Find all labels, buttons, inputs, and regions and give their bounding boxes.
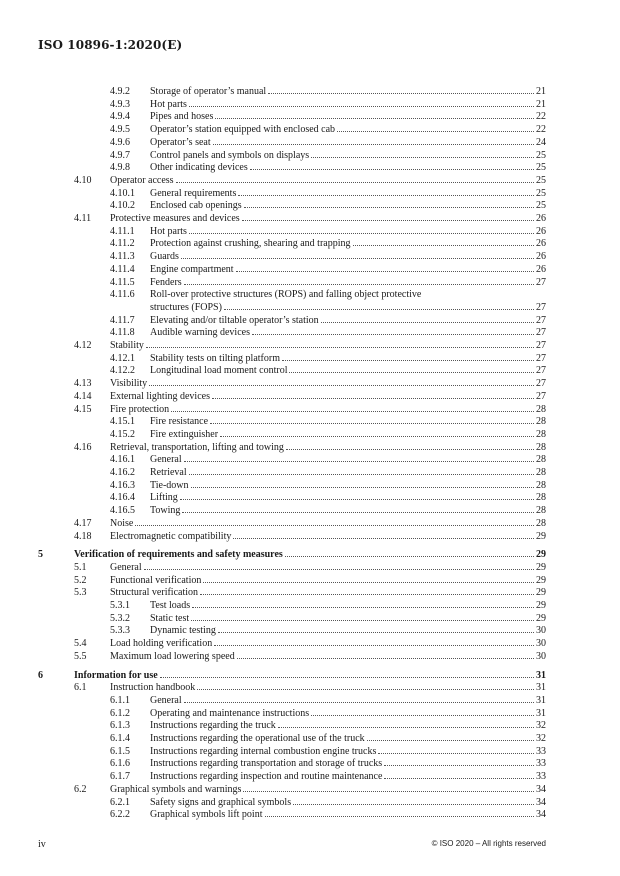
- toc-entry-title: Dynamic testing: [150, 625, 216, 637]
- toc-entry-number: 4.10.2: [110, 200, 135, 212]
- toc-entry[interactable]: [0, 771, 620, 784]
- toc-entry-page: 26: [536, 251, 546, 263]
- toc-entry-page: 30: [536, 625, 546, 637]
- page-number: iv: [38, 839, 46, 850]
- toc-entry[interactable]: [0, 682, 620, 695]
- toc-entry-page: 27: [536, 365, 546, 377]
- toc-entry[interactable]: [0, 454, 620, 467]
- leader-dots: [189, 474, 534, 475]
- toc-entry[interactable]: [0, 315, 620, 328]
- toc-entry-page: 27: [536, 340, 546, 351]
- toc-entry[interactable]: [0, 264, 620, 277]
- leader-dots: [367, 740, 534, 741]
- toc-entry[interactable]: [0, 213, 620, 226]
- toc-entry-page: 22: [536, 111, 546, 123]
- leader-dots: [146, 347, 534, 348]
- toc-entry-page: 27: [536, 276, 546, 288]
- toc-entry-page: 25: [536, 200, 546, 212]
- toc-entry-page: 24: [536, 136, 546, 148]
- toc-entry-page: 27: [536, 378, 546, 390]
- toc-entry-number: 6.2.2: [110, 809, 130, 821]
- toc-entry[interactable]: [0, 416, 620, 429]
- toc-entry-title: Pipes and hoses: [150, 111, 214, 123]
- toc-entry[interactable]: [0, 188, 620, 201]
- toc-entry-page: 29: [536, 530, 546, 542]
- leader-dots: [171, 411, 534, 412]
- toc-entry-page: 32: [536, 733, 546, 744]
- toc-entry-page: 27: [536, 314, 546, 326]
- toc-entry[interactable]: [0, 797, 620, 810]
- toc-entry-page: 31: [536, 682, 546, 694]
- toc-entry-title: External lighting devices: [110, 390, 210, 402]
- leader-dots: [285, 556, 534, 557]
- toc-entry[interactable]: [0, 238, 620, 251]
- leader-dots: [214, 645, 534, 646]
- toc-entry-title: Elevating and/or tiltable operator’s station: [150, 314, 319, 326]
- toc-entry-number: 6.1.6: [110, 758, 130, 770]
- toc-entry-title: Instructions regarding transportation and storage of trucks: [150, 758, 383, 770]
- leader-dots: [237, 658, 534, 659]
- leader-dots: [197, 689, 534, 690]
- toc-entry-number: 6.1.1: [110, 694, 130, 706]
- toc-entry-page: 26: [536, 263, 546, 275]
- toc-entry[interactable]: [0, 575, 620, 588]
- leader-dots: [176, 182, 534, 183]
- leader-dots: [184, 461, 534, 462]
- toc-entry-page: 28: [536, 454, 546, 466]
- toc-entry-title: Towing: [150, 505, 181, 517]
- toc-entry-number: 5.2: [74, 574, 87, 586]
- toc-entry-title: Structural verification: [110, 587, 199, 599]
- toc-entry-number: 4.14: [74, 390, 92, 402]
- toc-entry-title: Operating and maintenance instructions: [150, 707, 310, 719]
- toc-entry-page: 25: [536, 162, 546, 174]
- toc-entry-page: 28: [536, 492, 546, 504]
- toc-entry-page: 25: [536, 174, 546, 186]
- leader-dots: [224, 309, 534, 310]
- toc-entry-page: 30: [536, 650, 546, 662]
- toc-entry-title: General: [110, 561, 142, 573]
- leader-dots: [135, 525, 534, 526]
- leader-dots: [149, 385, 534, 386]
- toc-entry-page: 33: [536, 758, 546, 770]
- toc-entry[interactable]: [0, 251, 620, 264]
- toc-entry-title: Guards: [150, 251, 179, 263]
- toc-entry[interactable]: [0, 531, 620, 544]
- toc-entry-title: Instructions regarding internal combustion engine trucks: [150, 745, 377, 757]
- toc-entry-number: 4.15: [74, 403, 92, 415]
- toc-entry-page: 33: [536, 771, 546, 783]
- leader-dots: [182, 512, 534, 513]
- toc-entry-number: 4.16: [74, 441, 92, 453]
- toc-entry-title: Instructions regarding the truck: [150, 720, 276, 732]
- toc-entry-page: 31: [536, 694, 546, 706]
- toc-entry[interactable]: [0, 549, 620, 562]
- toc-entry[interactable]: [0, 746, 620, 759]
- toc-entry-title: Enclosed cab openings: [150, 200, 242, 212]
- toc-entry[interactable]: [0, 124, 620, 137]
- toc-entry-number: 5.3.3: [110, 625, 130, 637]
- toc-entry[interactable]: [0, 391, 620, 404]
- leader-dots: [236, 271, 534, 272]
- toc-entry-page: 34: [536, 809, 546, 821]
- toc-entry-title: Graphical symbols lift point: [150, 809, 263, 821]
- toc-entry-title: Storage of operator’s manual: [150, 86, 267, 97]
- toc-entry-page: 28: [536, 467, 546, 478]
- leader-dots: [212, 398, 534, 399]
- toc-entry[interactable]: [0, 327, 620, 340]
- toc-entry[interactable]: [0, 226, 620, 239]
- toc-entry-title: General: [150, 454, 182, 466]
- leader-dots: [244, 207, 534, 208]
- toc-entry-number: 5.3.2: [110, 612, 130, 624]
- toc-entry-number: 4.11.8: [110, 327, 135, 339]
- leader-dots: [278, 727, 534, 728]
- toc-entry-page: 28: [536, 416, 546, 428]
- toc-entry-title: Longitudinal load moment control: [150, 365, 288, 377]
- toc-entry-title: Operator’s station equipped with enclosed cab: [150, 124, 336, 136]
- toc-entry-title: Load holding verification: [110, 638, 213, 650]
- toc-entry-number: 5.5: [74, 650, 87, 662]
- toc-entry-page: 29: [536, 549, 546, 561]
- toc-entry-number: 4.16.5: [110, 505, 135, 517]
- toc-entry[interactable]: [0, 353, 620, 366]
- toc-entry-number: 4.11.3: [110, 251, 135, 263]
- toc-entry[interactable]: [0, 340, 620, 353]
- toc-entry-page: 34: [536, 796, 546, 808]
- leader-dots: [311, 715, 534, 716]
- toc-entry-page: 29: [536, 574, 546, 586]
- toc-entry-number: 4.11: [74, 213, 92, 224]
- leader-dots: [181, 258, 534, 259]
- leader-dots: [337, 131, 534, 132]
- toc-entry-title: Visibility: [110, 378, 148, 390]
- toc-entry-page: 29: [536, 600, 546, 611]
- toc-entry[interactable]: [0, 429, 620, 442]
- toc-entry[interactable]: [0, 733, 620, 746]
- toc-entry-page: 29: [536, 561, 546, 573]
- toc-entry-number: 4.13: [74, 378, 92, 390]
- toc-entry-number: 4.12: [74, 340, 92, 351]
- leader-dots: [293, 804, 534, 805]
- toc-entry-number: 4.18: [74, 530, 92, 542]
- leader-dots: [189, 233, 534, 234]
- leader-dots: [250, 169, 534, 170]
- leader-dots: [311, 157, 534, 158]
- leader-dots: [160, 677, 534, 678]
- leader-dots: [233, 538, 534, 539]
- toc-entry-title: Fenders: [150, 276, 182, 288]
- leader-dots: [265, 816, 535, 817]
- toc-entry-title: Stability: [110, 340, 144, 351]
- toc-entry-number: 4.9.6: [110, 136, 130, 148]
- leader-dots: [180, 499, 534, 500]
- toc-entry[interactable]: [0, 613, 620, 626]
- toc-entry-page: 27: [536, 390, 546, 402]
- toc-entry[interactable]: [0, 200, 620, 213]
- toc-entry-title: Engine compartment: [150, 263, 234, 275]
- toc-entry-number: 4.10.1: [110, 187, 135, 199]
- toc-entry-number: 6.1.7: [110, 771, 130, 783]
- leader-dots: [220, 436, 534, 437]
- toc-entry-page: 32: [536, 720, 546, 732]
- leader-dots: [184, 284, 534, 285]
- toc-entry-page: 31: [536, 707, 546, 719]
- leader-dots: [378, 753, 534, 754]
- toc-entry-number: 6.1: [74, 682, 87, 694]
- toc-entry-number: 6.1.4: [110, 733, 130, 744]
- toc-entry[interactable]: [0, 365, 620, 378]
- toc-entry-title: Hot parts: [150, 225, 187, 237]
- leader-dots: [242, 220, 534, 221]
- toc-entry-page: 21: [536, 98, 546, 110]
- leader-dots: [384, 765, 534, 766]
- toc-entry-number: 5.3.1: [110, 600, 130, 611]
- toc-entry-title-continued: structures (FOPS): [150, 301, 222, 313]
- toc-entry[interactable]: [0, 378, 620, 391]
- toc-entry-page: 29: [536, 587, 546, 599]
- toc-entry-number: 6: [38, 669, 43, 681]
- leader-dots: [243, 791, 534, 792]
- toc-entry[interactable]: [0, 137, 620, 150]
- leader-dots: [144, 569, 534, 570]
- toc-entry-number: 6.2: [74, 783, 87, 795]
- toc-entry-title: Retrieval: [150, 467, 187, 478]
- toc-entry-page: 28: [536, 441, 546, 453]
- toc-entry-title: Static test: [150, 612, 190, 624]
- toc-entry-page: 33: [536, 745, 546, 757]
- toc-entry[interactable]: [0, 175, 620, 188]
- toc-entry[interactable]: [0, 809, 620, 822]
- document-header: ISO 10896-1:2020(E): [38, 38, 183, 52]
- toc-entry-number: 5.1: [74, 561, 87, 573]
- toc-entry-title: Protective measures and devices: [110, 213, 240, 224]
- toc-entry-page: 34: [536, 783, 546, 795]
- leader-dots: [268, 93, 534, 94]
- toc-entry-title: Electromagnetic compatibility: [110, 530, 232, 542]
- toc-entry-page: 28: [536, 428, 546, 440]
- leader-dots: [252, 334, 534, 335]
- toc-entry[interactable]: [0, 86, 620, 99]
- toc-entry-number: 4.9.4: [110, 111, 130, 123]
- toc-entry[interactable]: [0, 625, 620, 638]
- toc-entry-title: Stability tests on tilting platform: [150, 352, 280, 364]
- toc-entry[interactable]: [0, 505, 620, 518]
- leader-dots: [192, 607, 534, 608]
- toc-entry-title: Protection against crushing, shearing and trapping: [150, 238, 351, 250]
- toc-entry-number: 6.1.3: [110, 720, 130, 732]
- toc-entry-number: 4.9.3: [110, 98, 130, 110]
- toc-entry-title: Graphical symbols and warnings: [110, 783, 242, 795]
- toc-entry-page: 27: [536, 352, 546, 364]
- copyright-notice: © ISO 2020 – All rights reserved: [431, 839, 546, 848]
- toc-entry-title: Information for use: [74, 669, 158, 681]
- leader-dots: [321, 322, 534, 323]
- toc-entry-page: 25: [536, 149, 546, 161]
- leader-dots: [282, 360, 534, 361]
- leader-dots: [238, 195, 534, 196]
- toc-entry-title: Instructions regarding inspection and routine maintenance: [150, 771, 383, 783]
- toc-entry-title: Audible warning devices: [150, 327, 250, 339]
- toc-entry-page: 26: [536, 225, 546, 237]
- leader-dots: [200, 594, 534, 595]
- toc-entry-number: 4.11.7: [110, 314, 135, 326]
- toc-entry-title: Instruction handbook: [110, 682, 196, 694]
- toc-entry[interactable]: [0, 111, 620, 124]
- toc-entry-number: 5: [38, 549, 43, 561]
- toc-entry[interactable]: [0, 518, 620, 531]
- toc-entry-title: Functional verification: [110, 574, 202, 586]
- toc-entry[interactable]: [0, 277, 620, 290]
- toc-entry-number: 4.12.2: [110, 365, 135, 377]
- toc-entry-title: General: [150, 694, 182, 706]
- toc-entry-number: 5.3: [74, 587, 87, 599]
- toc-entry-page: 26: [536, 213, 546, 224]
- toc-entry-page: 29: [536, 612, 546, 624]
- toc-entry[interactable]: [0, 492, 620, 505]
- toc-entry-number: 4.9.7: [110, 149, 130, 161]
- toc-entry[interactable]: [0, 784, 620, 797]
- toc-entry-number: 4.16.4: [110, 492, 135, 504]
- leader-dots: [189, 106, 534, 107]
- toc-entry-title: Noise: [110, 517, 134, 529]
- toc-entry-title: Control panels and symbols on displays: [150, 149, 310, 161]
- toc-entry-title: Tie-down: [150, 479, 189, 491]
- toc-entry-page: 28: [536, 517, 546, 529]
- leader-dots: [191, 620, 534, 621]
- toc-entry-number: 4.11.2: [110, 238, 135, 250]
- toc-entry[interactable]: [0, 695, 620, 708]
- toc-entry-title: Fire resistance: [150, 416, 209, 428]
- leader-dots: [210, 423, 534, 424]
- toc-entry-page: 26: [536, 238, 546, 250]
- toc-entry-title: Fire protection: [110, 403, 170, 415]
- toc-entry-number: 6.1.2: [110, 707, 130, 719]
- leader-dots: [184, 702, 534, 703]
- toc-entry[interactable]: [0, 150, 620, 163]
- toc-entry-title: Instructions regarding the operational use of the truck: [150, 733, 365, 744]
- toc-entry-number: 5.4: [74, 638, 87, 650]
- toc-entry-page: 30: [536, 638, 546, 650]
- toc-entry-number: 4.9.5: [110, 124, 130, 136]
- toc-entry-number: 4.11.4: [110, 263, 135, 275]
- toc-entry[interactable]: [0, 758, 620, 771]
- leader-dots: [286, 449, 534, 450]
- toc-entry-page: 28: [536, 479, 546, 491]
- toc-entry[interactable]: [0, 651, 620, 664]
- toc-entry-title: Verification of requirements and safety measures: [74, 549, 283, 561]
- leader-dots: [215, 118, 534, 119]
- toc-entry-title: Operator’s seat: [150, 136, 211, 148]
- toc-entry[interactable]: [0, 587, 620, 600]
- toc-entry-title: Safety signs and graphical symbols: [150, 796, 292, 808]
- toc-entry[interactable]: [0, 162, 620, 175]
- toc-entry-page: 21: [536, 86, 546, 97]
- toc-entry-page: 31: [536, 669, 546, 681]
- leader-dots: [213, 144, 534, 145]
- leader-dots: [203, 582, 534, 583]
- toc-entry-number: 4.15.1: [110, 416, 135, 428]
- toc-entry-number: 4.9.2: [110, 86, 130, 97]
- toc-entry-number: 4.12.1: [110, 352, 135, 364]
- toc-entry-number: 6.1.5: [110, 745, 130, 757]
- leader-dots: [353, 245, 534, 246]
- toc-entry[interactable]: [0, 562, 620, 575]
- toc-entry-title: Operator access: [110, 174, 174, 186]
- toc-entry-title: Maximum load lowering speed: [110, 650, 235, 662]
- toc-entry-page: 22: [536, 124, 546, 136]
- toc-entry[interactable]: [0, 442, 620, 455]
- toc-entry-page: 27: [536, 327, 546, 339]
- toc-entry[interactable]: [0, 600, 620, 613]
- toc-entry[interactable]: [0, 638, 620, 651]
- toc-entry-number: 4.16.3: [110, 479, 135, 491]
- leader-dots: [191, 487, 534, 488]
- toc-entry-page: 27: [536, 301, 546, 313]
- toc-entry[interactable]: [0, 480, 620, 493]
- toc-entry-title: Other indicating devices: [150, 162, 248, 174]
- toc-entry-title: General requirements: [150, 187, 237, 199]
- toc-entry-page: 28: [536, 403, 546, 415]
- toc-entry-page: 25: [536, 187, 546, 199]
- leader-dots: [218, 632, 534, 633]
- toc-entry-number: 4.11.6: [110, 289, 135, 301]
- toc-entry[interactable]: [0, 99, 620, 112]
- toc-entry-number: 4.16.1: [110, 454, 135, 466]
- toc-entry-number: 4.17: [74, 517, 92, 529]
- toc-entry[interactable]: [0, 404, 620, 417]
- toc-entry-title: Lifting: [150, 492, 178, 504]
- toc-entry-title: Hot parts: [150, 98, 187, 110]
- toc-entry-number: 4.15.2: [110, 428, 135, 440]
- toc-entry[interactable]: [0, 467, 620, 480]
- toc-entry-title: Fire extinguisher: [150, 428, 219, 440]
- toc-entry-title: Roll-over protective structures (ROPS) and falling object protective: [150, 289, 422, 301]
- toc-entry-page: 28: [536, 505, 546, 517]
- toc-entry[interactable]: [0, 708, 620, 721]
- leader-dots: [384, 778, 534, 779]
- leader-dots: [289, 372, 534, 373]
- toc-entry-number: 4.10: [74, 174, 92, 186]
- toc-entry-title: Retrieval, transportation, lifting and towing: [110, 441, 284, 453]
- toc-entry-number: 6.2.1: [110, 796, 130, 808]
- toc-entry-number: 4.9.8: [110, 162, 130, 174]
- toc-entry-number: 4.11.1: [110, 225, 135, 237]
- toc-entry-number: 4.16.2: [110, 467, 135, 478]
- toc-entry[interactable]: [0, 720, 620, 733]
- toc-entry[interactable]: [0, 670, 620, 683]
- toc-entry-title: Test loads: [150, 600, 191, 611]
- toc-entry[interactable]: [0, 289, 620, 314]
- toc-entry-number: 4.11.5: [110, 276, 135, 288]
